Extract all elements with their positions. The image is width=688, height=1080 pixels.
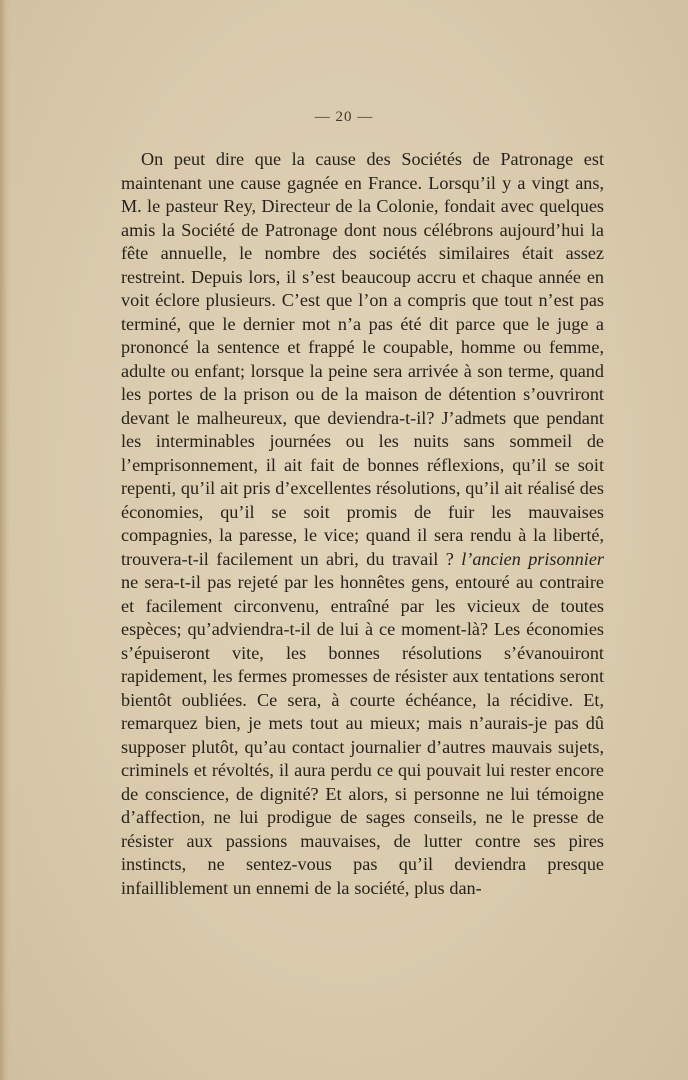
body-paragraph: [121, 148, 604, 900]
paragraph-text-part2: ne sera-t-il pas rejeté par les honnêtes gens, entouré au contraire et facilement circonvenu, entraîné par les vicieux de toutes espèces; qu’adviendra-t-il de lui à ce moment-là? Les économies s’épuiseront vite, les bonnes résolutions s’évanouiront rapidement, les fermes promesses de résister aux tentations seront bientôt oubliées. Ce sera, à courte échéance, la récidive. Et, remarquez bien, je mets tout au mieux; mais n’aurais-je pas dû supposer plutôt, qu’au contact journalier d’autres mauvais sujets, criminels et révoltés, il aura perdu ce qui pouvait lui rester encore de conscience, de dignité? Et alors, si personne ne lui témoigne d’affection, ne lui prodigue de sages conseils, ne le presse de résister aux passions mauvaises, de lutter contre ses pires instincts, ne sentez-vous pas qu’il deviendra presque infailliblement un ennemi de la société, plus dan-: [121, 572, 604, 898]
paragraph-italic-phrase: l’ancien prisonnier: [461, 548, 604, 569]
page-binding-edge: [0, 0, 10, 1080]
page-number: — 20 —: [314, 109, 374, 125]
paragraph-text-part1: On peut dire que la cause des Sociétés de Patronage est maintenant une cause gagnée en France. Lorsqu’il y a vingt ans, M. le pasteur Rey, Directeur de la Colonie, fondait avec quelques amis la Société de Patronage dont nous célébrons aujourd’hui la fête annuelle, le nombre des sociétés similaires était assez restreint. Depuis lors, il s’est beaucoup accru et chaque année en voit éclore plusieurs. C’est que l’on a compris que tout n’est pas terminé, que le dernier mot n’a pas été dit parce que le juge a prononcé la sentence et frappé le coupable, homme ou femme, adulte ou enfant; lorsque la peine sera arrivée à son terme, quand les portes de la prison ou de la maison de détention s’ouvriront devant le malheureux, que deviendra-t-il? J’admets que pendant les interminables journées ou les nuits sans sommeil de l’emprisonnement, il ait fait de bonnes réflexions, qu’il se soit repenti, qu’il ait pris d’excellentes résolutions, qu’il ait réalisé des économies, qu’il se soit promis de fuir les mauvaises compagnies, la paresse, le vice; quand il sera rendu à la liberté, trouvera-t-il facilement un abri, du travail ?: [121, 149, 605, 569]
